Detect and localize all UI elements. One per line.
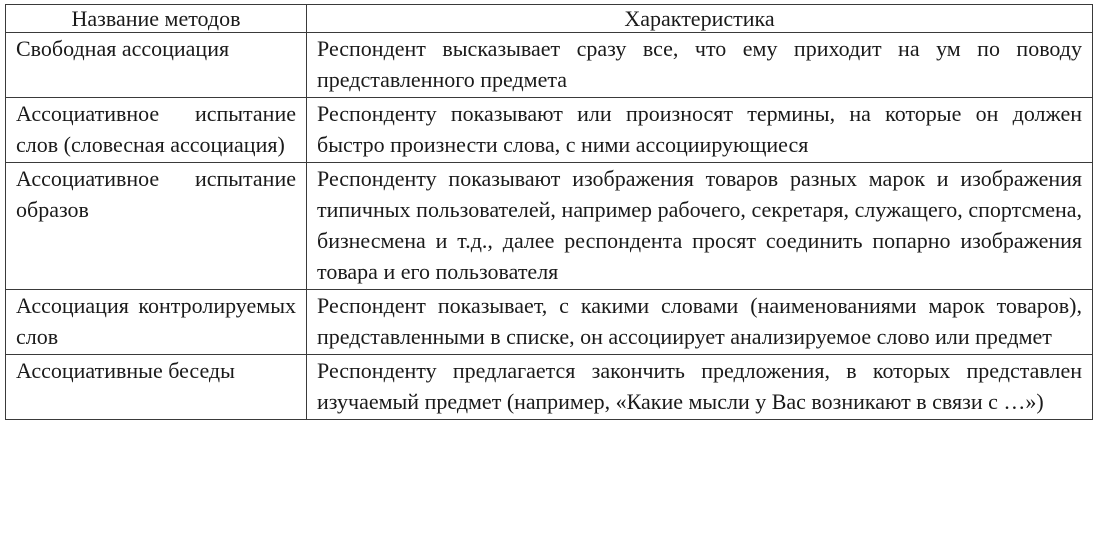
method-name-cell: Ассоциативное испытание образов [6, 163, 307, 290]
method-description-cell: Респонденту показывают или произносят термины, на которые он должен быстро произнести слова, с ними ассоциирующиеся [307, 98, 1093, 163]
method-description-cell: Респондент показывает, с какими словами (наименованиями марок товаров), представленными в списке, он ассоциирует анализируемое слово или предмет [307, 290, 1093, 355]
column-header-method-name: Название методов [6, 5, 307, 33]
table-row [6, 290, 1093, 355]
table-row [6, 163, 1093, 290]
column-header-characteristic: Характеристика [307, 5, 1093, 33]
table-row [6, 33, 1093, 98]
method-name-cell: Свободная ассоциация [6, 33, 307, 98]
method-name-cell: Ассоциация контролируемых слов [6, 290, 307, 355]
method-description-cell: Респондент высказывает сразу все, что ему приходит на ум по поводу представленного предмета [307, 33, 1093, 98]
methods-table [5, 4, 1093, 420]
method-description-cell: Респонденту предлагается закончить предложения, в которых представлен изучаемый предмет (например, «Какие мысли у Вас возникают в связи с …») [307, 355, 1093, 420]
method-name-cell: Ассоциативные беседы [6, 355, 307, 420]
method-description-cell: Респонденту показывают изображения товаров разных марок и изображения типичных пользователей, например рабочего, секретаря, служащего, спортсмена, бизнесмена и т.д., далее респондента просят соединить попарно изображения товара и его пользователя [307, 163, 1093, 290]
table-header-row [6, 5, 1093, 33]
table-row [6, 98, 1093, 163]
table-row [6, 355, 1093, 420]
method-name-cell: Ассоциативное испытание слов (словесная ассоциация) [6, 98, 307, 163]
